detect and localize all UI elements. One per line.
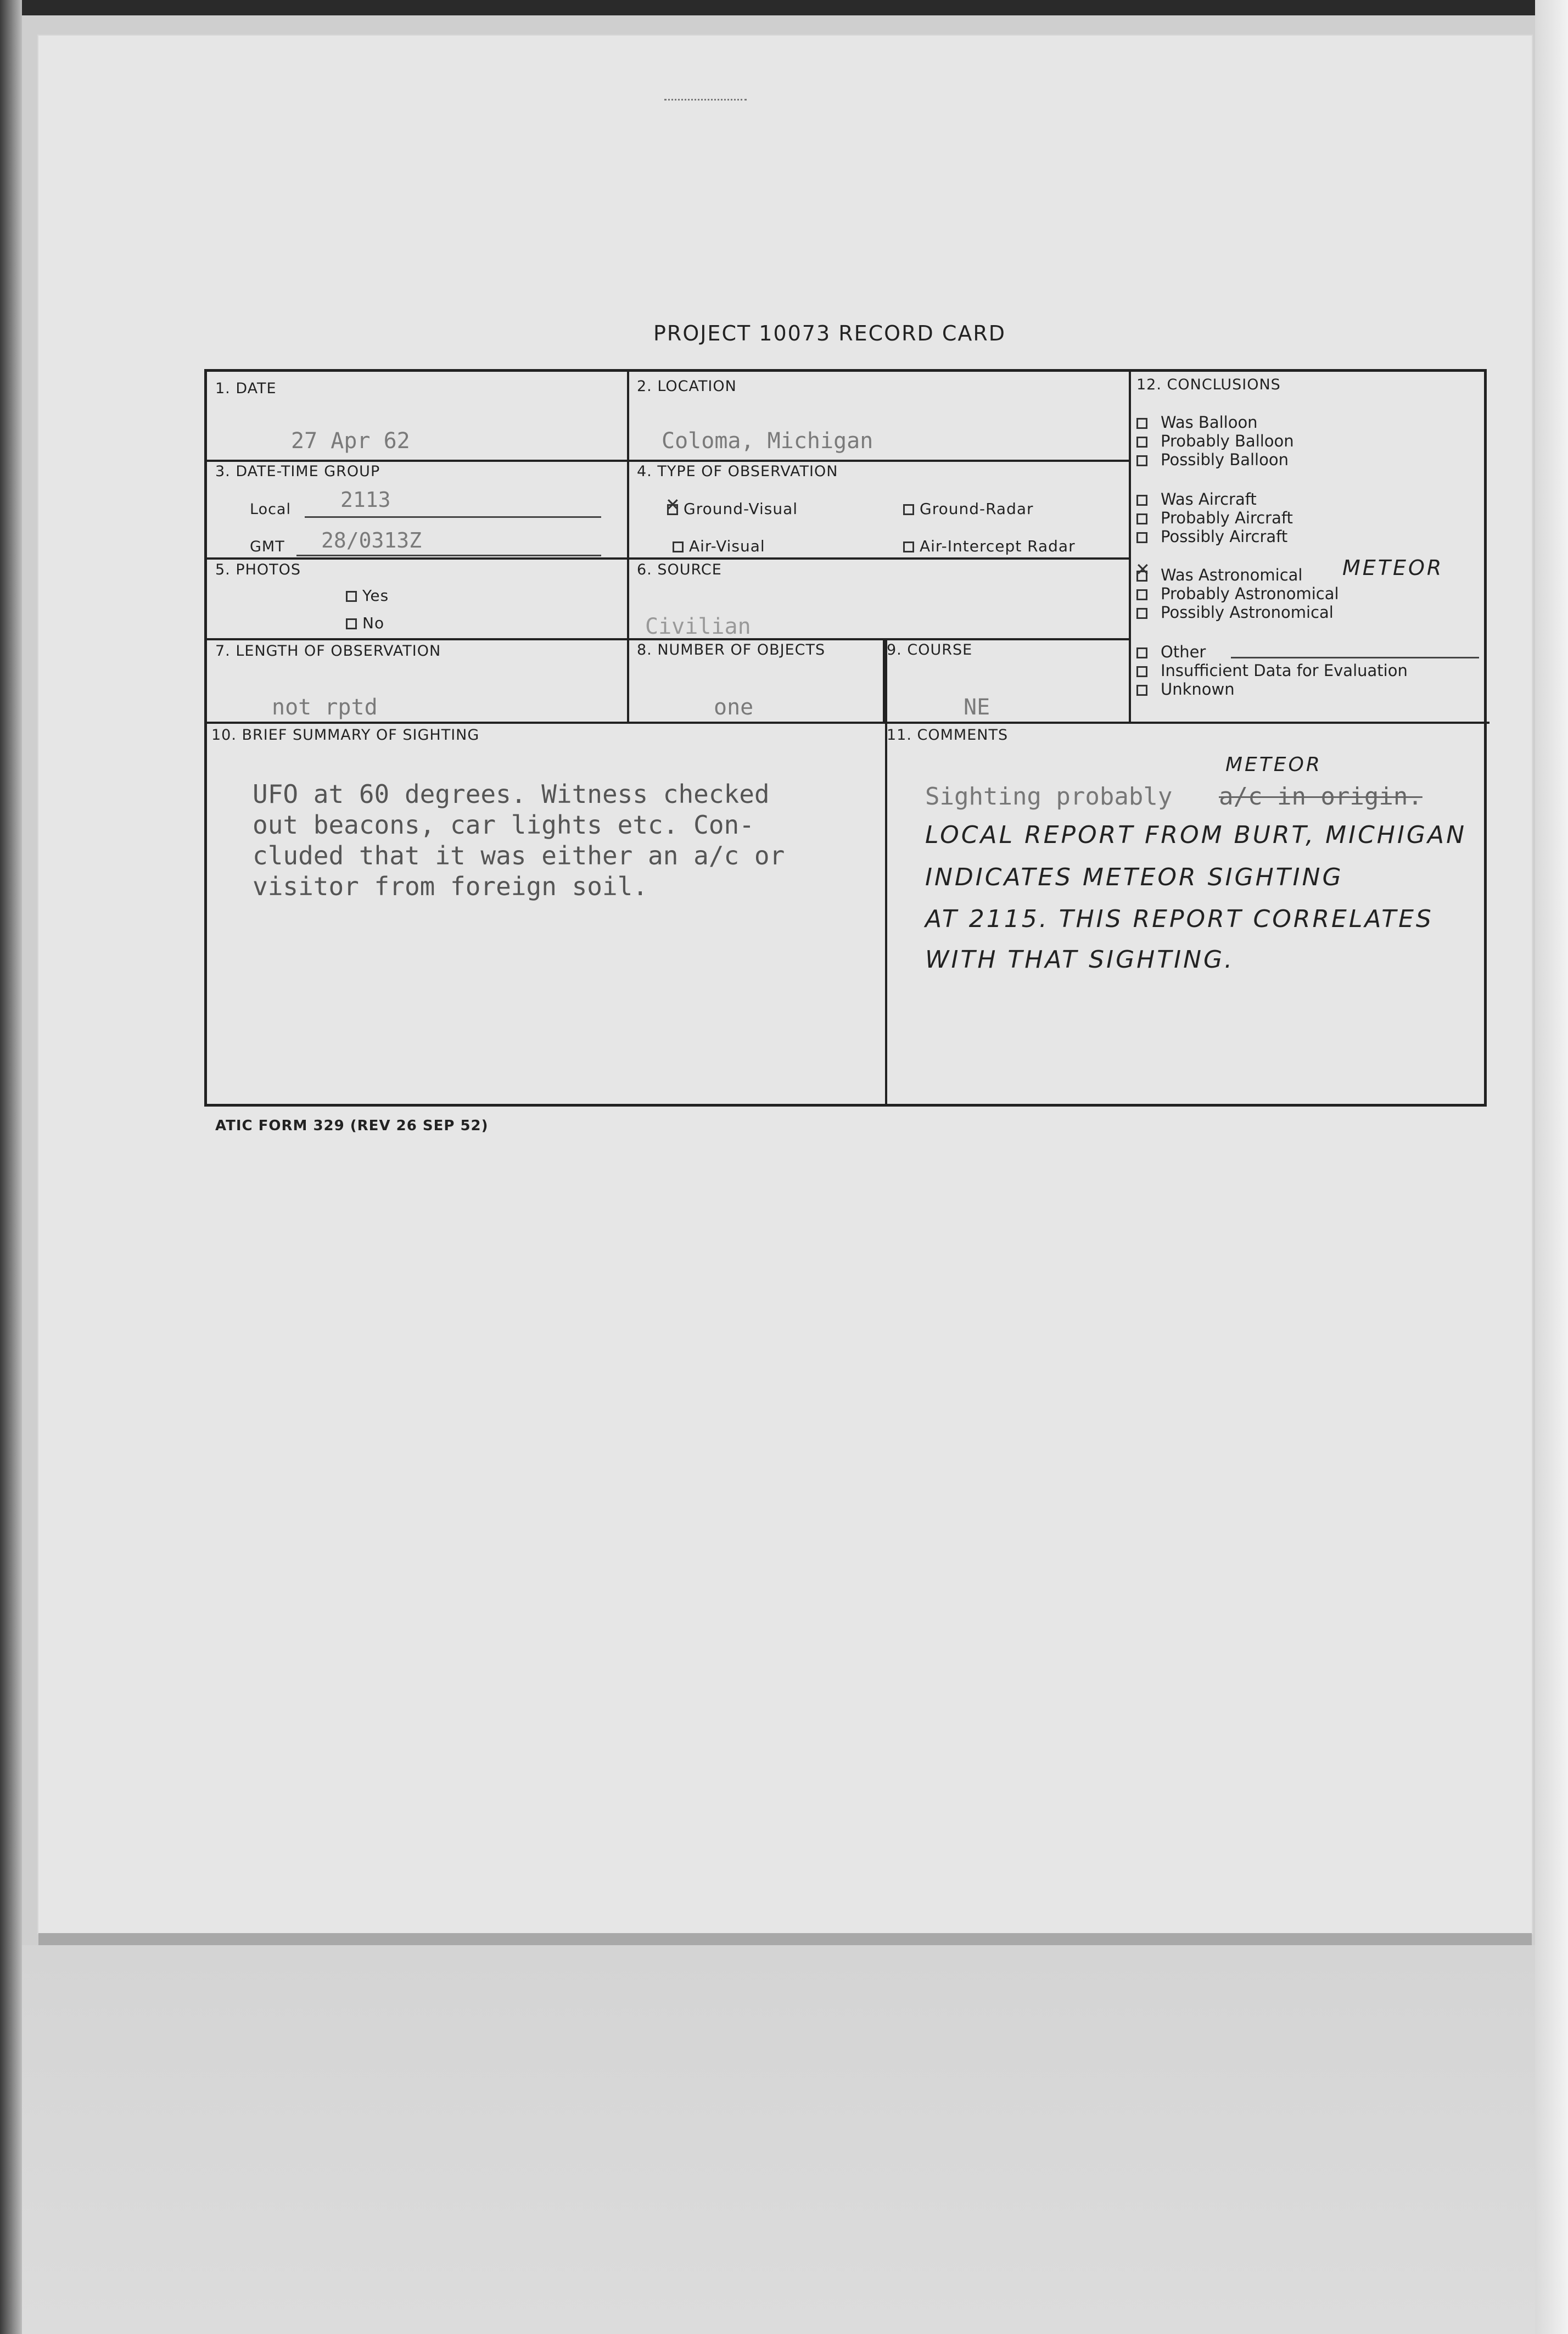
checkbox-icon — [1136, 647, 1147, 658]
brief-summary-label: 10. BRIEF SUMMARY OF SIGHTING — [211, 727, 480, 744]
checkbox-icon — [1136, 513, 1147, 524]
checkbox-icon — [1136, 532, 1147, 543]
checkbox-icon — [1136, 685, 1147, 696]
number-of-objects-label: 8. NUMBER OF OBJECTS — [637, 641, 826, 658]
grid-line — [883, 638, 885, 722]
form-footer: ATIC FORM 329 (REV 26 SEP 52) — [215, 1118, 489, 1134]
option-ground-radar: Ground-Radar — [903, 500, 1034, 518]
conclusion-item: Other — [1136, 643, 1206, 661]
location-label: 2. LOCATION — [637, 378, 737, 395]
conclusion-item: Unknown — [1136, 680, 1235, 699]
option-ground-visual: Ground-Visual — [667, 500, 798, 518]
check-mark-icon: ✕ — [665, 494, 680, 515]
grid-line — [1129, 372, 1131, 722]
source-label: 6. SOURCE — [637, 561, 722, 578]
location-value: Coloma, Michigan — [662, 428, 873, 454]
check-mark-icon: ✕ — [1135, 559, 1150, 580]
type-of-observation-label: 4. TYPE OF OBSERVATION — [637, 463, 838, 480]
other-underline — [1231, 657, 1479, 658]
checkbox-icon — [1136, 418, 1147, 429]
checkbox-icon — [1136, 608, 1147, 619]
comments-handwritten-line: AT 2115. THIS REPORT CORRELATES — [925, 905, 1433, 933]
conclusion-item-checked: Was Astronomical — [1136, 566, 1302, 584]
length-of-observation-value: not rptd — [272, 695, 378, 720]
conclusion-item: Probably Aircraft — [1136, 509, 1293, 527]
film-edge-top — [0, 0, 1568, 15]
grid-line — [207, 557, 627, 560]
conclusion-item: Was Balloon — [1136, 413, 1258, 432]
checkbox-icon — [1136, 589, 1147, 600]
comments-handwritten-line: INDICATES METEOR SIGHTING — [925, 863, 1343, 891]
grid-line — [627, 372, 629, 722]
film-edge-left — [0, 0, 22, 2334]
gmt-label: GMT — [250, 538, 285, 555]
conclusion-item: Possibly Balloon — [1136, 450, 1289, 469]
photos-option-no: No — [346, 614, 384, 632]
local-label: Local — [250, 501, 291, 518]
brief-summary-text: UFO at 60 degrees. Witness checked out beacons, car lights etc. Con- cluded that it was either an a/c or visitor from foreign soil. — [253, 779, 785, 901]
checkbox-icon — [1136, 666, 1147, 677]
comments-typed-text: Sighting probably — [925, 783, 1173, 811]
date-value: 27 Apr 62 — [291, 428, 410, 454]
checkbox-icon — [346, 591, 357, 602]
option-air-visual: Air-Visual — [673, 537, 765, 555]
conclusion-item: Possibly Astronomical — [1136, 603, 1334, 622]
checkbox-icon — [1136, 455, 1147, 466]
checkbox-icon — [903, 504, 914, 515]
course-label: 9. COURSE — [887, 641, 973, 658]
length-of-observation-label: 7. LENGTH OF OBSERVATION — [215, 643, 441, 660]
card-title: PROJECT 10073 RECORD CARD — [653, 321, 1006, 345]
conclusions-handwritten-note: METEOR — [1342, 556, 1444, 580]
course-value: NE — [964, 695, 990, 720]
conclusion-item: Possibly Aircraft — [1136, 527, 1287, 546]
local-value: 2113 — [340, 488, 391, 512]
comments-handwritten-line: WITH THAT SIGHTING. — [925, 946, 1235, 974]
gmt-value: 28/0313Z — [321, 528, 422, 552]
conclusion-item: Insufficient Data for Evaluation — [1136, 661, 1408, 680]
conclusions-label: 12. CONCLUSIONS — [1136, 376, 1281, 393]
comments-handwritten-line: LOCAL REPORT FROM BURT, MICHIGAN — [925, 821, 1466, 849]
conclusion-item: Was Aircraft — [1136, 490, 1257, 509]
conclusion-item: Probably Astronomical — [1136, 584, 1339, 603]
grid-line — [207, 722, 1489, 724]
local-underline — [305, 516, 601, 518]
option-air-intercept-radar: Air-Intercept Radar — [903, 537, 1076, 555]
photos-label: 5. PHOTOS — [215, 561, 301, 578]
number-of-objects-value: one — [714, 695, 754, 720]
scan-speck — [664, 99, 747, 104]
date-time-group-label: 3. DATE-TIME GROUP — [215, 463, 380, 480]
scan-background — [22, 1945, 1535, 2334]
checkbox-checked-icon — [346, 618, 357, 629]
source-value: Civilian — [645, 614, 751, 639]
checkbox-icon — [673, 541, 684, 552]
checkbox-icon — [1136, 495, 1147, 506]
grid-line — [885, 638, 887, 1105]
checkbox-icon — [903, 541, 914, 552]
film-edge-right — [1535, 0, 1568, 2334]
gmt-underline — [296, 555, 601, 556]
conclusion-item: Probably Balloon — [1136, 432, 1294, 450]
date-label: 1. DATE — [215, 380, 277, 397]
comments-handwritten-insert: METEOR — [1225, 753, 1322, 776]
comments-struck-text: a/c in origin. — [1219, 783, 1423, 811]
sheet-shadow — [38, 1933, 1532, 1945]
grid-line — [207, 460, 1129, 462]
grid-line — [627, 557, 1129, 560]
checkbox-icon — [1136, 437, 1147, 448]
comments-label: 11. COMMENTS — [887, 727, 1009, 744]
photos-option-yes: Yes — [346, 587, 389, 605]
